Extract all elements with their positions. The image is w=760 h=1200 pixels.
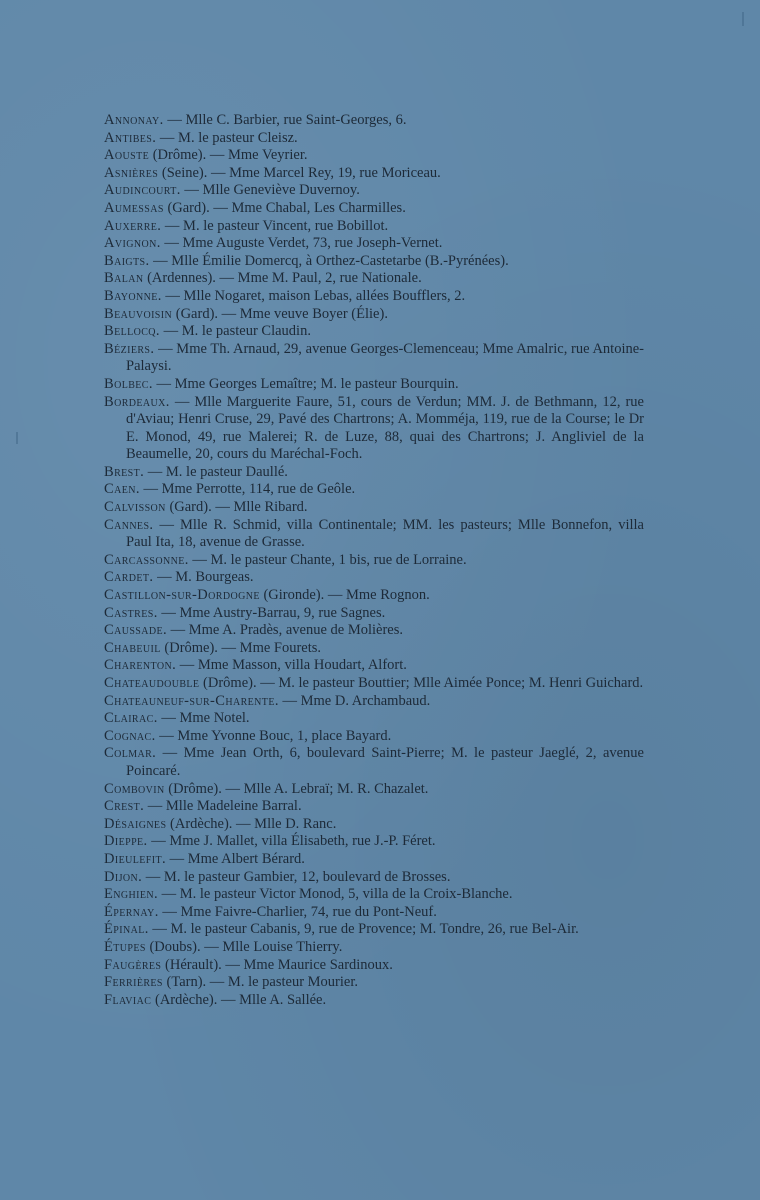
list-entry xyxy=(104,235,644,253)
list-entry xyxy=(104,112,644,130)
entry-city: Bellocq. xyxy=(104,323,160,340)
entry-text: (Gard). — Mme veuve Boyer (Élie). xyxy=(172,305,388,322)
entry-text: (Drôme). — Mlle A. Lebraï; M. R. Chazalet. xyxy=(164,780,429,797)
list-entry xyxy=(104,341,644,376)
entry-city: Épernay. xyxy=(104,903,159,920)
list-entry xyxy=(104,464,644,482)
entry-text: — Mlle Nogaret, maison Lebas, allées Boufflers, 2. xyxy=(161,287,466,304)
entry-city: Asnières xyxy=(104,164,159,181)
entry-text: (Drôme). — M. le pasteur Bouttier; Mlle Aimée Ponce; M. Henri Guichard. xyxy=(199,675,644,691)
entry-city: Cardet. xyxy=(104,569,154,586)
list-entry xyxy=(104,833,644,851)
entry-city: Castillon-sur-Dordogne xyxy=(104,587,260,604)
list-entry xyxy=(104,675,644,693)
list-entry xyxy=(104,270,644,288)
entry-city: Beauvoisin xyxy=(104,305,173,322)
entry-city: Balan xyxy=(104,270,144,287)
entry-city: Caussade. xyxy=(104,622,168,639)
entry-text: — Mme Georges Lemaître; M. le pasteur Bourquin. xyxy=(152,375,459,392)
list-entry xyxy=(104,798,644,816)
list-entry xyxy=(104,587,644,605)
margin-mark xyxy=(742,12,744,26)
entry-city: Baigts. xyxy=(104,252,150,269)
entry-city: Crest. xyxy=(104,798,145,815)
entry-text: — Mme Faivre-Charlier, 74, rue du Pont-Neuf. xyxy=(158,903,437,920)
entry-text: (Ardennes). — Mme M. Paul, 2, rue Nationale. xyxy=(143,270,422,287)
entry-city: Cannes. xyxy=(104,516,154,533)
entry-city: Aumessas xyxy=(104,199,164,216)
list-entry xyxy=(104,640,644,658)
entry-city: Charenton. xyxy=(104,657,177,674)
entry-text: — Mme Perrotte, 114, rue de Geôle. xyxy=(139,481,356,498)
entry-text: — Mlle R. Schmid, villa Continentale; MM. les pasteurs; Mlle Bonnefon, villa Paul Ita, 18, avenue de Grasse. xyxy=(126,516,644,551)
entry-city: Désaignes xyxy=(104,815,167,832)
list-entry xyxy=(104,921,644,939)
list-entry xyxy=(104,693,644,711)
entry-city: Chabeuil xyxy=(104,639,161,656)
entry-city: Étupes xyxy=(104,938,146,955)
list-entry xyxy=(104,182,644,200)
entry-city: Bayonne. xyxy=(104,287,162,304)
list-entry xyxy=(104,992,644,1010)
entry-text: — M. le pasteur Chante, 1 bis, rue de Lorraine. xyxy=(188,551,467,568)
list-entry xyxy=(104,165,644,183)
entry-city: Avignon. xyxy=(104,235,161,252)
list-entry xyxy=(104,200,644,218)
entry-text: — Mlle Geneviève Duvernoy. xyxy=(180,182,360,199)
list-entry xyxy=(104,130,644,148)
entry-city: Chateaudouble xyxy=(104,675,200,691)
list-entry xyxy=(104,851,644,869)
list-entry xyxy=(104,657,644,675)
address-list xyxy=(104,112,644,1009)
entry-city: Auxerre. xyxy=(104,217,162,234)
entry-city: Carcassonne. xyxy=(104,551,189,568)
entry-city: Bolbec. xyxy=(104,375,153,392)
list-entry xyxy=(104,974,644,992)
entry-text: — Mme Jean Orth, 6, boulevard Saint-Pierre; M. le pasteur Jaeglé, 2, avenue Poincaré. xyxy=(126,745,644,779)
entry-city: Brest. xyxy=(104,463,145,480)
entry-city: Dieulefit. xyxy=(104,850,166,867)
entry-city: Flaviac xyxy=(104,991,152,1008)
entry-text: — M. le pasteur Gambier, 12, boulevard de Brosses. xyxy=(142,868,451,885)
list-entry xyxy=(104,569,644,587)
entry-text: — Mme Austry-Barrau, 9, rue Sagnes. xyxy=(157,604,386,621)
list-entry xyxy=(104,218,644,236)
list-entry xyxy=(104,517,644,552)
entry-text: — Mme Albert Bérard. xyxy=(165,850,305,867)
entry-city: Annonay. xyxy=(104,112,164,128)
list-entry xyxy=(104,481,644,499)
entry-text: (Hérault). — Mme Maurice Sardinoux. xyxy=(161,956,393,973)
entry-city: Antibes. xyxy=(104,129,157,146)
list-entry xyxy=(104,939,644,957)
entry-city: Aouste xyxy=(104,147,150,164)
entry-text: — Mme Yvonne Bouc, 1, place Bayard. xyxy=(155,727,392,744)
entry-city: Clairac. xyxy=(104,710,158,727)
entry-text: — M. le pasteur Victor Monod, 5, villa de la Croix-Blanche. xyxy=(158,886,513,903)
list-entry xyxy=(104,306,644,324)
list-entry xyxy=(104,552,644,570)
entry-text: (Gironde). — Mme Rognon. xyxy=(259,587,430,604)
entry-city: Ferrières xyxy=(104,974,163,991)
entry-city: Combovin xyxy=(104,780,165,797)
entry-text: — Mme J. Mallet, villa Élisabeth, rue J.-P. Féret. xyxy=(147,833,436,850)
entry-city: Bordeaux. xyxy=(104,393,170,410)
list-entry xyxy=(104,605,644,623)
entry-city: Faugères xyxy=(104,956,162,973)
entry-text: (Ardèche). — Mlle D. Ranc. xyxy=(166,815,337,832)
list-entry xyxy=(104,816,644,834)
entry-text: (Drôme). — Mme Veyrier. xyxy=(149,147,308,164)
list-entry xyxy=(104,904,644,922)
entry-text: — Mme Th. Arnaud, 29, avenue Georges-Clemenceau; Mme Amalric, rue Antoine-Palaysi. xyxy=(126,340,644,375)
list-entry xyxy=(104,394,644,464)
entry-text: (Gard). — Mlle Ribard. xyxy=(165,499,308,516)
entry-text: — M. le pasteur Cabanis, 9, rue de Provence; M. Tondre, 26, rue Bel-Air. xyxy=(148,921,579,938)
entry-city: Béziers. xyxy=(104,340,155,357)
entry-text: — M. Bourgeas. xyxy=(153,569,254,586)
entry-city: Enghien. xyxy=(104,886,159,903)
entry-city: Chateauneuf-sur-Charente. xyxy=(104,692,279,709)
entry-city: Dieppe. xyxy=(104,833,148,850)
entry-text: (Gard). — Mme Chabal, Les Charmilles. xyxy=(163,199,406,216)
entry-text: (Tarn). — M. le pasteur Mourier. xyxy=(162,974,358,991)
list-entry xyxy=(104,745,644,780)
entry-city: Caen. xyxy=(104,481,140,498)
entry-city: Audincourt. xyxy=(104,182,181,199)
entry-text: — Mlle Marguerite Faure, 51, cours de Verdun; MM. J. de Bethmann, 12, rue d'Aviau; Henri Cruse, 29, Pavé des Chartrons; A. Momméja, 119, rue de la Course; le Dr E. Monod, 49, rue Malerei; R. de Luze, 88, quai des Chartrons; J. Angliviel de la Beaumelle, 20, cours du Maréchal-Foch. xyxy=(126,393,644,463)
list-entry xyxy=(104,622,644,640)
entry-text: (Doubs). — Mlle Louise Thierry. xyxy=(145,938,343,955)
list-entry xyxy=(104,288,644,306)
list-entry xyxy=(104,869,644,887)
entry-text: — Mme Auguste Verdet, 73, rue Joseph-Vernet. xyxy=(160,235,443,252)
list-entry xyxy=(104,376,644,394)
entry-text: — Mme A. Pradès, avenue de Molières. xyxy=(167,622,403,639)
entry-text: — Mme Masson, villa Houdart, Alfort. xyxy=(176,657,407,674)
entry-city: Colmar. xyxy=(104,745,157,762)
list-entry xyxy=(104,710,644,728)
list-entry xyxy=(104,781,644,799)
entry-text: — Mlle C. Barbier, rue Saint-Georges, 6. xyxy=(163,112,407,128)
entry-city: Cognac. xyxy=(104,727,156,744)
entry-city: Épinal. xyxy=(104,921,149,938)
entry-text: (Drôme). — Mme Fourets. xyxy=(160,639,322,656)
list-entry xyxy=(104,323,644,341)
entry-text: (Seine). — Mme Marcel Rey, 19, rue Moriceau. xyxy=(158,164,441,181)
list-entry xyxy=(104,957,644,975)
list-entry xyxy=(104,499,644,517)
list-entry xyxy=(104,886,644,904)
entry-text: — M. le pasteur Claudin. xyxy=(159,323,311,340)
entry-text: — M. le pasteur Daullé. xyxy=(144,463,288,480)
entry-text: (Ardèche). — Mlle A. Sallée. xyxy=(151,991,327,1008)
list-entry xyxy=(104,728,644,746)
list-entry xyxy=(104,147,644,165)
list-entry xyxy=(104,253,644,271)
entry-text: — M. le pasteur Vincent, rue Bobillot. xyxy=(161,217,389,234)
entry-text: — Mlle Émilie Domercq, à Orthez-Castetarbe (B.-Pyrénées). xyxy=(149,252,509,269)
entry-city: Dijon. xyxy=(104,868,143,885)
entry-text: — Mme D. Archambaud. xyxy=(278,692,431,709)
entry-text: — Mme Notel. xyxy=(157,710,250,727)
entry-text: — M. le pasteur Cleisz. xyxy=(156,129,298,146)
entry-city: Castres. xyxy=(104,604,158,621)
entry-text: — Mlle Madeleine Barral. xyxy=(144,798,302,815)
entry-city: Calvisson xyxy=(104,499,166,516)
margin-mark xyxy=(16,432,18,444)
